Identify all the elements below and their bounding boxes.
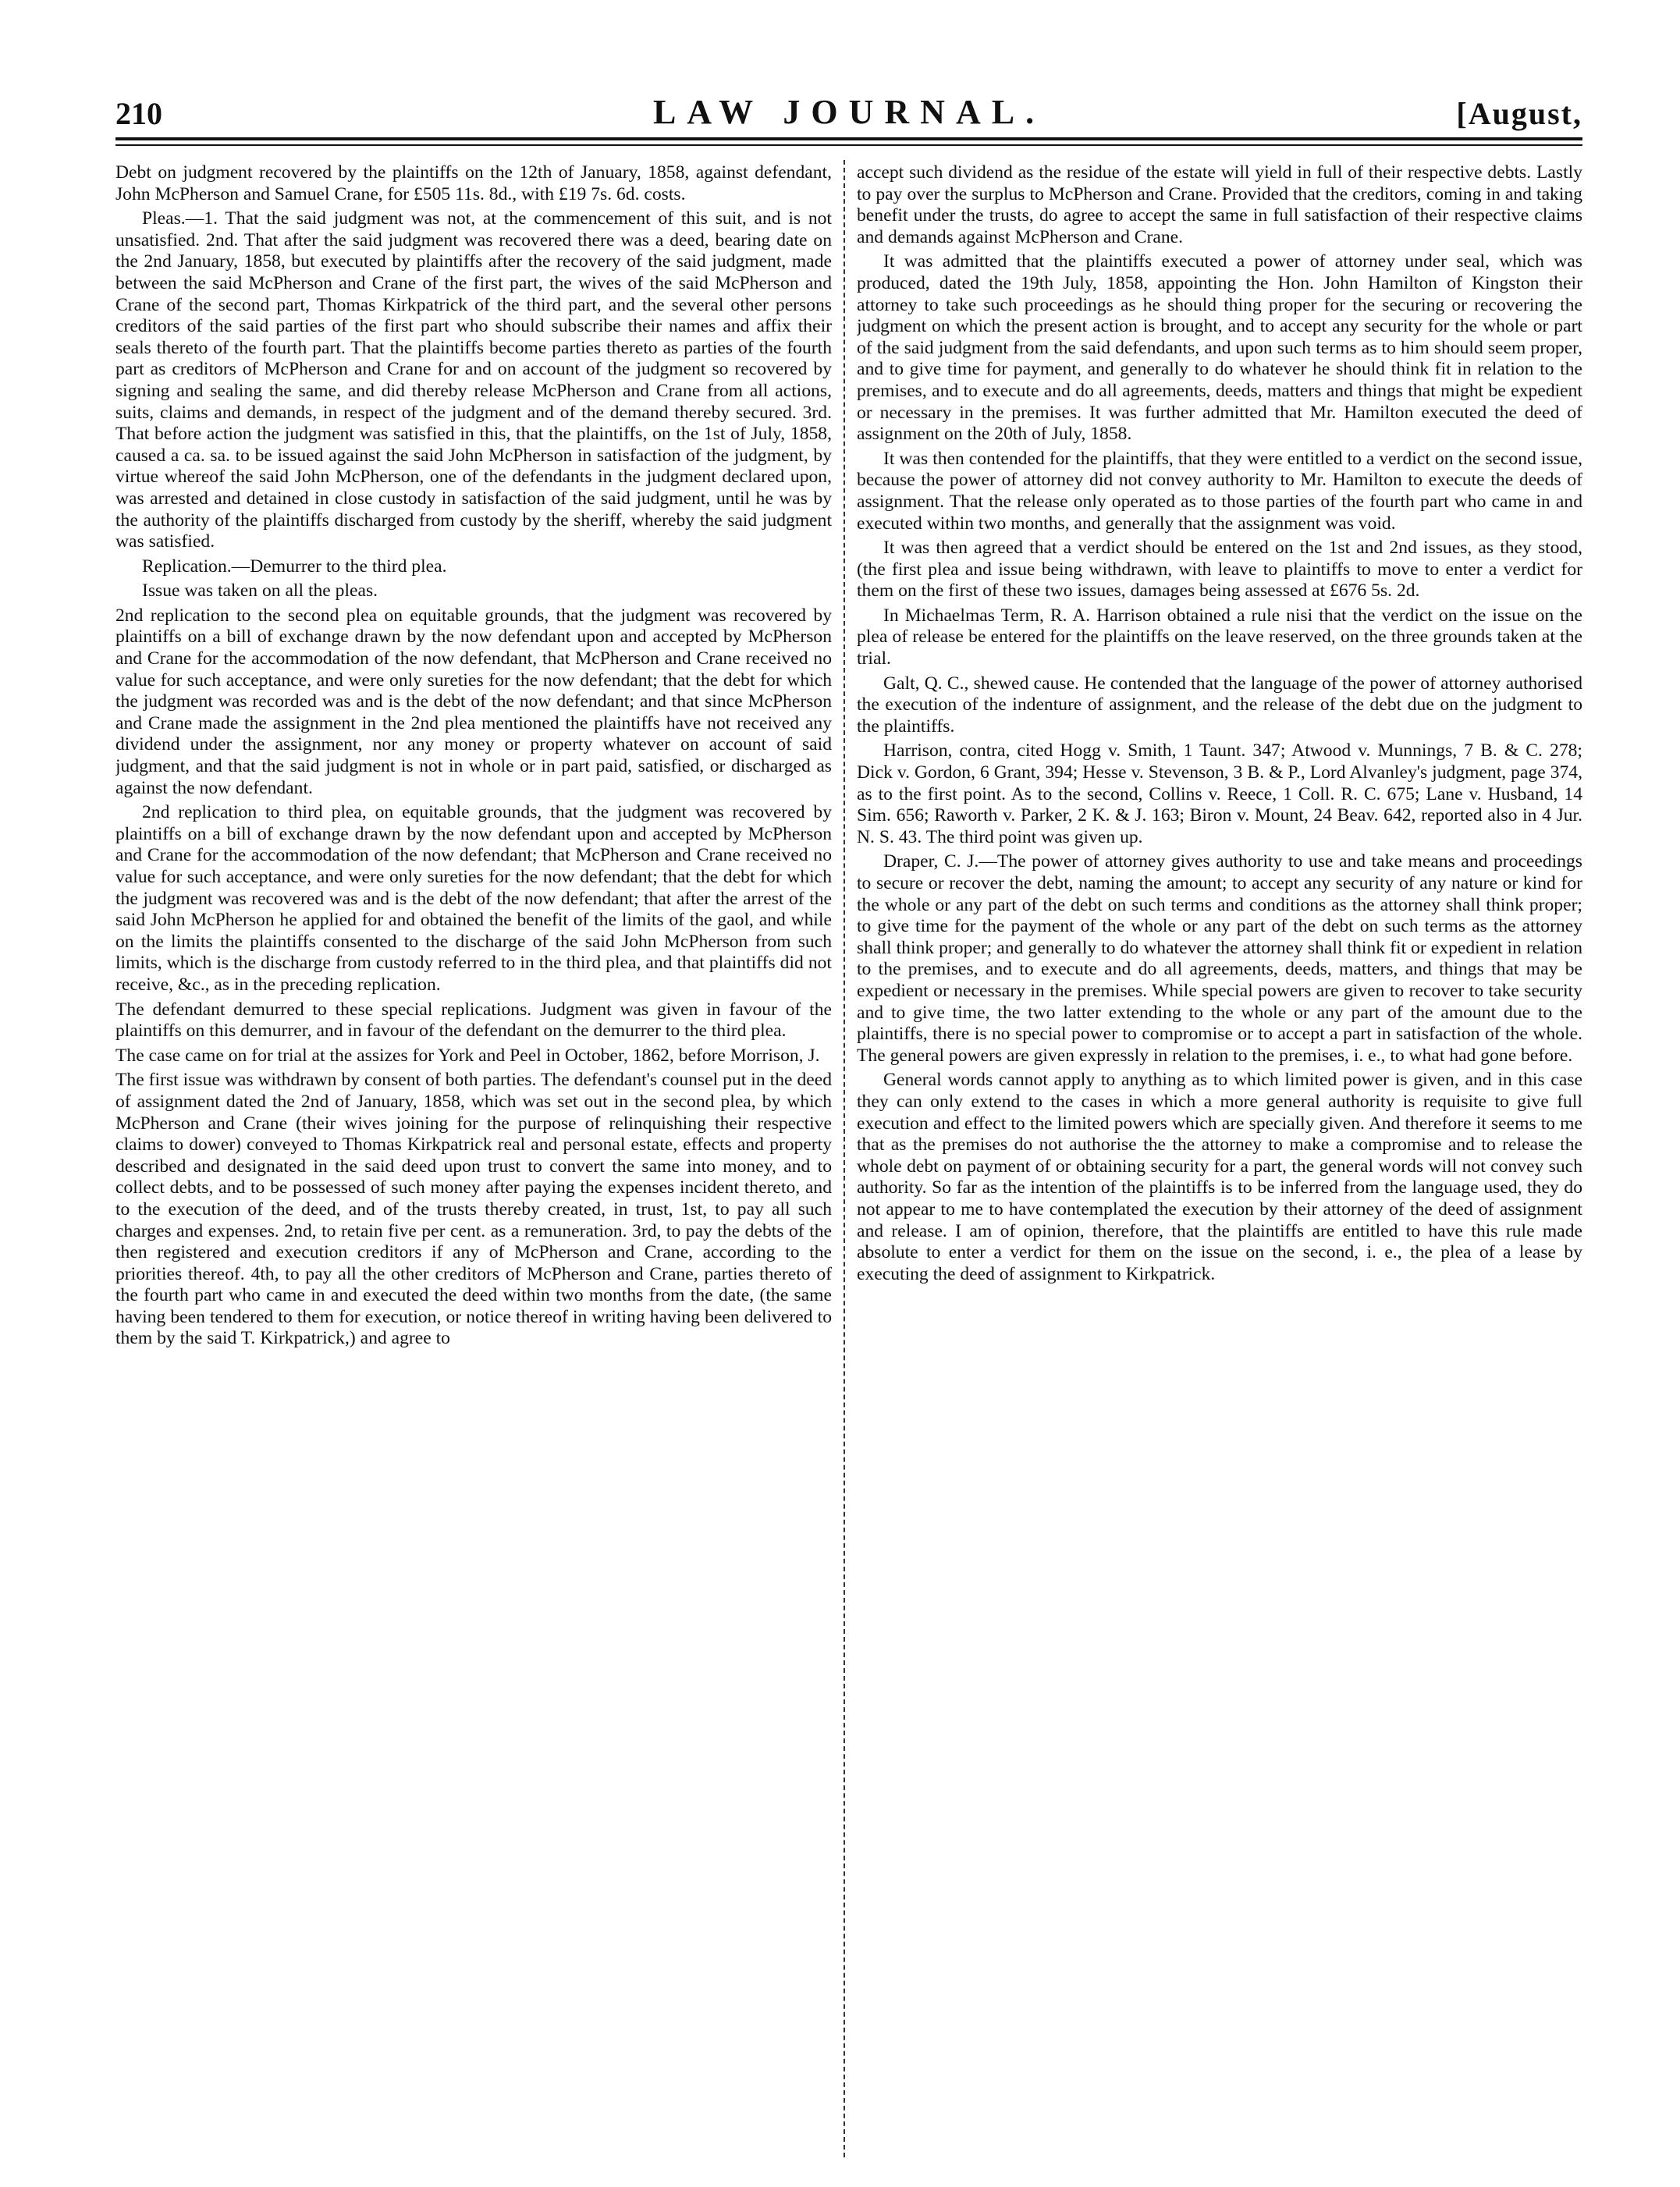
page-number: 210 (115, 96, 162, 131)
paragraph: 2nd replication to third plea, on equitable grounds, that the judgment was recovered by plaintiffs on a bill of exchange drawn by the now defendant upon and accepted by McPherson and Crane for the accommodation of the now defendant; that McPherson and Crane received no value for such acceptance, and were only sureties for the now defendant; that the debt for which the judgment was recovered was and is the debt of the now defendant; that after the arrest of the said John McPherson he applied for and obtained the benefit of the limits of the gaol, and while on the limits the plaintiffs consented to the discharge of the said John McPherson from such limits, which is the discharge from custody referred to in the third plea, and that plaintiffs did not receive, &c., as in the preceding replication. (115, 802, 832, 995)
paragraph: The case came on for trial at the assizes for York and Peel in October, 1862, before Morrison, J. (115, 1045, 820, 1066)
paragraph: In Michaelmas Term, R. A. Harrison obtained a rule nisi that the verdict on the issue on the plea of release be entered for the plaintiffs on the leave reserved, on the three grounds taken at the trial. (857, 605, 1582, 669)
right-column (857, 162, 1582, 2160)
column-divider (844, 160, 845, 2157)
paragraph: Debt on judgment recovered by the plaintiffs on the 12th of January, 1858, against defendant, John McPherson and Samuel Crane, for £505 11s. 8d., with £19 7s. 6d. costs. (115, 162, 832, 204)
left-column (115, 162, 832, 2160)
paragraph: Replication.—Demurrer to the third plea. (142, 556, 447, 577)
paragraph: Issue was taken on all the pleas. (142, 580, 378, 602)
paragraph: It was then agreed that a verdict should be entered on the 1st and 2nd issues, as they stood, (the first plea and issue being withdrawn, with leave to plaintiffs to move to enter a verdict for them on the first of these two issues, damages being assessed at £676 5s. 2d. (857, 538, 1582, 602)
paragraph: It was admitted that the plaintiffs executed a power of attorney under seal, which was produced, dated the 19th July, 1858, appointing the Hon. John Hamilton of Kingston their attorney to take such proceedings as he should thing proper for the securing or recovering the judgment on which the present action is brought, and to accept any security for the whole or part of the said judgment from the said defendants, and upon such terms as to him should seem proper, and to give time for payment, and generally to do whatever he should think fit in relation to the premises, and to execute and do all agreements, deeds, matters and things that might be expedient or necessary in the premises. It was further admitted that Mr. Hamilton executed the deed of assignment on the 20th of July, 1858. (857, 251, 1582, 445)
paragraph: Harrison, contra, cited Hogg v. Smith, 1 Taunt. 347; Atwood v. Munnings, 7 B. & C. 278; Dick v. Gordon, 6 Grant, 394; Hesse v. Stevenson, 3 B. & P., Lord Alvanley's judgment, page 374, as to the first point. As to the second, Collins v. Reece, 1 Coll. R. C. 675; Lane v. Husband, 14 Sim. 656; Raworth v. Parker, 2 K. & J. 163; Biron v. Mount, 24 Beav. 642, reported also in 4 Jur. N. S. 43. The third point was given up. (857, 740, 1582, 847)
paragraph: General words cannot apply to anything as to which limited power is given, and in this case they can only extend to the cases in which a more general authority is requisite to give full execution and effect to the limited powers which are specially given. And therefore it seems to me that as the premises do not authorise the the attorney to make a compromise and to release the whole debt on payment of or obtaining security for a part, the general words will not convey such authority. So far as the intention of the plaintiffs is to be inferred from the language used, they do not appear to me to have contemplated the execution by their attorney of the deed of assignment and release. I am of opinion, therefore, that the plaintiffs are entitled to have this rule made absolute to enter a verdict for them on the issue on the second, i. e., the plea of a lease by executing the deed of assignment to Kirkpatrick. (857, 1070, 1582, 1284)
header-rule-thin (115, 144, 1582, 146)
page-header (115, 92, 1582, 139)
paragraph: It was then contended for the plaintiffs, that they were entitled to a verdict on the second issue, because the power of attorney did not convey authority to Mr. Hamilton to execute the deeds of assignment. That the release only operated as to those parties of the fourth part who came in and executed within two months, and generally that the assignment was void. (857, 448, 1582, 534)
paragraph: Galt, Q. C., shewed cause. He contended that the language of the power of attorney authorised the execution of the indenture of assignment, and the release of the debt due on the judgment to the plaintiffs. (857, 673, 1582, 737)
paragraph: The first issue was withdrawn by consent of both parties. The defendant's counsel put in the deed of assignment dated the 2nd of January, 1858, which was set out in the second plea, by which McPherson and Crane (their wives joining for the purpose of relinquishing their respective claims to dower) conveyed to Thomas Kirkpatrick real and personal estate, effects and property described and designated in the said deed upon trust to convert the same into money, and to collect debts, and to be possessed of such money after paying the expenses incident thereto, and to the execution of the deed, and of the trusts thereby created, in trust, 1st, to pay all such charges and expenses. 2nd, to retain five per cent. as a remuneration. 3rd, to pay the debts of the then registered and execution creditors if any of McPherson and Crane, according to the priorities thereof. 4th, to pay all the other creditors of McPherson and Crane, parties thereto of the fourth part who came in and executed the deed within two months from the date, (the same having been tendered to them for execution, or notice thereof in writing having been delivered to them by the said T. Kirkpatrick,) and agree to (115, 1070, 832, 1349)
paragraph: accept such dividend as the residue of the estate will yield in full of their respective debts. Lastly to pay over the surplus to McPherson and Crane. Provided that the creditors, coming in and taking benefit under the trusts, do agree to accept the same in full satisfaction of their respective claims and demands against McPherson and Crane. (857, 162, 1582, 247)
paragraph: Pleas.—1. That the said judgment was not, at the commencement of this suit, and is not unsatisfied. 2nd. That after the said judgment was recovered there was a deed, bearing date on the 2nd January, 1858, but executed by plaintiffs after the recovery of the said judgment, made between the said McPherson and Crane of the first part, the wives of the said McPherson and Crane of the second part, Thomas Kirkpatrick of the third part, and the several other persons creditors of the said parties of the first part who should subscribe their names and affix their seals thereto of the fourth part. That the plaintiffs become parties thereto as parties of the fourth part as creditors of McPherson and Crane for and on account of the judgment so recovered by signing and sealing the same, and did thereby release McPherson and Crane from all actions, suits, claims and demands, in respect of the judgment and of the demand thereby secured. 3rd. That before action the judgment was satisfied in this, that the plaintiffs, on the 1st of July, 1858, caused a ca. sa. to be issued against the said John McPherson in satisfaction of the judgment, by virtue whereof the said John McPherson, one of the defendants in the judgment declared upon, was arrested and detained in close custody in satisfaction of the said judgment, until he was by the authority of the plaintiffs discharged from custody by the sheriff, whereby the said judgment was satisfied. (115, 208, 832, 552)
paragraph: 2nd replication to the second plea on equitable grounds, that the judgment was recovered by plaintiffs on a bill of exchange drawn by the now defendant upon and accepted by McPherson and Crane for the accommodation of the now defendant, that McPherson and Crane received no value for such acceptance, and were only sureties for the now defendant; that the debt for which the judgment was recorded was and is the debt of the now defendant; and that since McPherson and Crane made the assignment in the 2nd plea mentioned the plaintiffs have not received any dividend under the assignment, nor any money or property whatever on account of said judgment, and that the said judgment is not in whole or in part paid, satisfied, or discharged as against the now defendant. (115, 605, 832, 798)
month-label: [August, (1456, 96, 1582, 131)
header-rule-thick (115, 137, 1582, 140)
paragraph: The defendant demurred to these special replications. Judgment was given in favour of the plaintiffs on this demurrer, and in favour of the defendant on the demurrer to the third plea. (115, 999, 832, 1042)
journal-title: LAW JOURNAL. (652, 93, 1046, 131)
paragraph: Draper, C. J.—The power of attorney gives authority to use and take means and proceedings to secure or recover the debt, naming the amount; to accept any security of any nature or kind for the whole or any part of the debt on such terms and conditions as the attorney shall think proper; to give time for the payment of the whole or any part of the debt on such terms as the attorney shall think proper; and generally to do whatever the attorney shall think fit or expedient in relation to the premises, and to execute and do all agreements, deeds, matters, and things that may be expedient or necessary in the premises. While special powers are given to recover to take security and to give time, the two latter extending to the whole or any part of the amount due to the plaintiffs, there is no special power to compromise or to accept a part in satisfaction of the whole. The general powers are given expressly in relation to the premises, i. e., to what had gone before. (857, 851, 1582, 1066)
